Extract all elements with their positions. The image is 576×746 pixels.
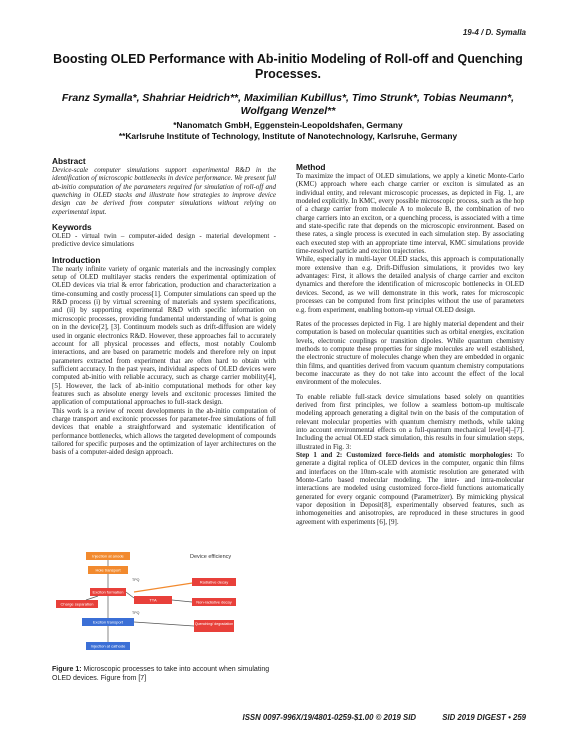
figure-1-diagram — [52, 552, 274, 652]
caption-text: Microscopic processes to take into account when simulating OLED devices. Figure from [7] — [52, 666, 270, 682]
arrow-3 — [86, 596, 98, 600]
running-header: 19-4 / D. Symalla — [462, 28, 526, 37]
intro-paragraph-1: The nearly infinite variety of organic materials and the increasingly complex setup of OLED multilayer stacks renders the experimental optimization of OLED devices via trial & error fabrication, production and characterization a time-consuming and costly process[1]. Computer simulations can speed up the R&D process (i) by virtual screening of materials and system specifications, and (ii) by supporting experimental R&D with specific information on microscopic processes, providing fundamental understanding of what is going on in the device[2], [3]. Continuum models such as drift-diffusion are widely used in organic electronics R&D. However, these approaches fail to accurately account for all physical processes and effects, most notably Coulomb interactions, and are based on parametric models and therefore rely on input parameters extracted from experiment that are often hard to obtain with sufficient accuracy. In the past years, individual aspects of OLED devices were computed ab-initio with reliable accuracy, such as charge carrier mobility[4], [5]. However, the lack of ab-initio computational methods for other key features such as absolute energy levels and excitonic processes limited the application of computational approaches to full-stack design. — [52, 264, 276, 407]
page-footer — [219, 713, 526, 722]
arrow-quenching — [134, 622, 194, 626]
method-step-1-2 — [296, 451, 524, 526]
abstract-text: Device-scale computer simulations support experimental R&D in the identification of microscopic bottlenecks in device performance. We present full ab-initio computation of the parameters required for simulation of roll-off and quenching in OLED stacks and illustrate how strategies to improve device design can be derived from computer simulations without relying on experimental input. — [52, 166, 276, 216]
method-heading: Method — [296, 162, 326, 172]
label-charge-separation: Charge separation — [60, 601, 94, 607]
author-list: Franz Symalla*, Shahriar Heidrich**, Maximilian Kubillus*, Timo Strunk*, Tobias Neumann*, Wolfgang Wenzel** — [61, 92, 515, 117]
introduction-heading: Introduction — [52, 254, 101, 265]
method-paragraph-2: While, especially in multi-layer OLED stacks, this approach is computationally more extensive than e.g. Drift-Diffusion simulations, it provides two key advantages: First, it allows the detailed analysis of charge carrier and exciton dynamics and therefore the identification of microscopic bottlenecks in OLED devices. Second, as we will demonstrate in this work, rates for microscopic processes can be computed from first principles without the use of parameters e.g. from experiment, enabling bottom-up virtual OLED design. — [296, 255, 524, 314]
method-paragraph-3: Rates of the processes depicted in Fig. 1 are highly material dependent and their computation is based on molecular quantities such as orbital energies, excitation levels, electronic couplings or transition dipoles. While quantum chemistry methods to compute these properties for single molecules are well established, the electronic structure of molecules change when they are embedded in organic thin films, and quantities derived from vacuum quantum chemistry computations become inaccurate as they do not take into account the effect of the local environment of the molecules. — [296, 319, 524, 387]
footer-issn: ISSN 0097-996X/19/4801-0259-$1.00 © 2019 SID — [242, 713, 417, 722]
method-paragraph-4: To enable reliable full-stack device simulations based solely on quantities derived from first principles, we follow a seamless bottom-up multiscale modeling approach generating a digital twin on the basis of the computation of relevant molecular properties with quantum chemistry methods, while taking into account environmental effects on a full-quantum mechanical level[4]–[7]. Including the actual OLED stack simulation, this results in four simulation steps, illustrated in Fig. 3: — [296, 392, 524, 451]
intro-paragraph-2: This work is a review of recent developments in the ab-initio computation of charge transport and excitonic processes for parameter-free simulations of full devices that enable a straightforward and systematic identification of performance bottlenecks, which allows the targeted development of compounds tailored for specific purposes and the optimization of layer architectures on the basis of a computer-aided design approach. — [52, 406, 276, 457]
affiliation-1: *Nanomatch GmbH, Eggenstein-Leopoldshafen, Germany — [173, 120, 403, 130]
keywords-text: OLED - virtual twin – computer-aided design - material development - predictive device simulations — [52, 232, 276, 249]
keywords-heading: Keywords — [52, 222, 92, 233]
label-nonradiative-decay: Non-radiative decay — [196, 599, 232, 605]
label-radiative-decay: Radiative decay — [199, 579, 229, 585]
method-paragraph-1: To maximize the impact of OLED simulations, we apply a kinetic Monte-Carlo (KMC) approach where each charge carrier or exciton is simulated as an individual entity, and relevant microscopic processes, as depicted in Fig. 1, are modeled explicitly. In KMC, every possible microscopic process, such as the hop of a charge carrier from molecule A to molecule B, the combination of two charge carriers into an exciton, or a quenching process, is associated with a time and state-specific rate that depends on the microscopic environment. Based on these rates, a single process is executed in each simulation step. By associating each executed step with an appropriate time interval, KMC simulations provide time-resolved particle and exciton trajectories. — [296, 172, 524, 256]
paper-title: Boosting OLED Performance with Ab-initio Modeling of Roll-off and Quenching Processes. — [53, 52, 523, 81]
label-extraction: Injection at cathode — [90, 643, 126, 649]
figure-1-caption — [52, 666, 272, 683]
step-label: Step 1 and 2: Customized force-fields and atomistic morphologies: — [296, 451, 513, 459]
label-tpq-2: TPQ — [132, 611, 140, 615]
affiliation-2: **Karlsruhe Institute of Technology, Institute of Nanotechnology, Karlsruhe, Germany — [118, 131, 458, 141]
right-column — [296, 162, 524, 526]
label-hole-transport: Hole transport — [95, 567, 121, 573]
label-quenching: Quenching/ degradation — [194, 622, 234, 626]
arrow-4 — [126, 592, 134, 598]
step-text: To generate a digital replica of OLED devices in the computer, organic thin films and interfaces on the 10nm-scale with atomistic resolution are generated with Monte-Carlo based molecular modeling. The inter- and intra-molecular interactions are modeled using customized force-field functions automatically generated for every organic compound (Parametrizer). By mimicking physical vapor deposition in Deposit[8], experimentally observed features, such as inhomogeneities and anisotropies, are reproduced in these structures in good agreement with experiments [6], [9]. — [296, 451, 525, 526]
label-exciton-transport: Exciton transport — [92, 619, 124, 625]
label-tta: TTA — [149, 597, 157, 603]
left-column — [52, 156, 276, 457]
abstract-heading: Abstract — [52, 156, 86, 166]
label-injection: Injection at anode — [92, 553, 124, 559]
affiliations — [40, 120, 536, 142]
footer-digest: SID 2019 DIGEST • 259 — [442, 713, 526, 722]
arrow-nonrad — [172, 600, 192, 602]
caption-label: Figure 1: — [52, 666, 82, 673]
label-device-efficiency: Device efficiency — [190, 554, 232, 560]
label-tpq-1: TPQ — [132, 578, 140, 582]
label-exciton-formation: Exciton formation — [92, 589, 124, 595]
